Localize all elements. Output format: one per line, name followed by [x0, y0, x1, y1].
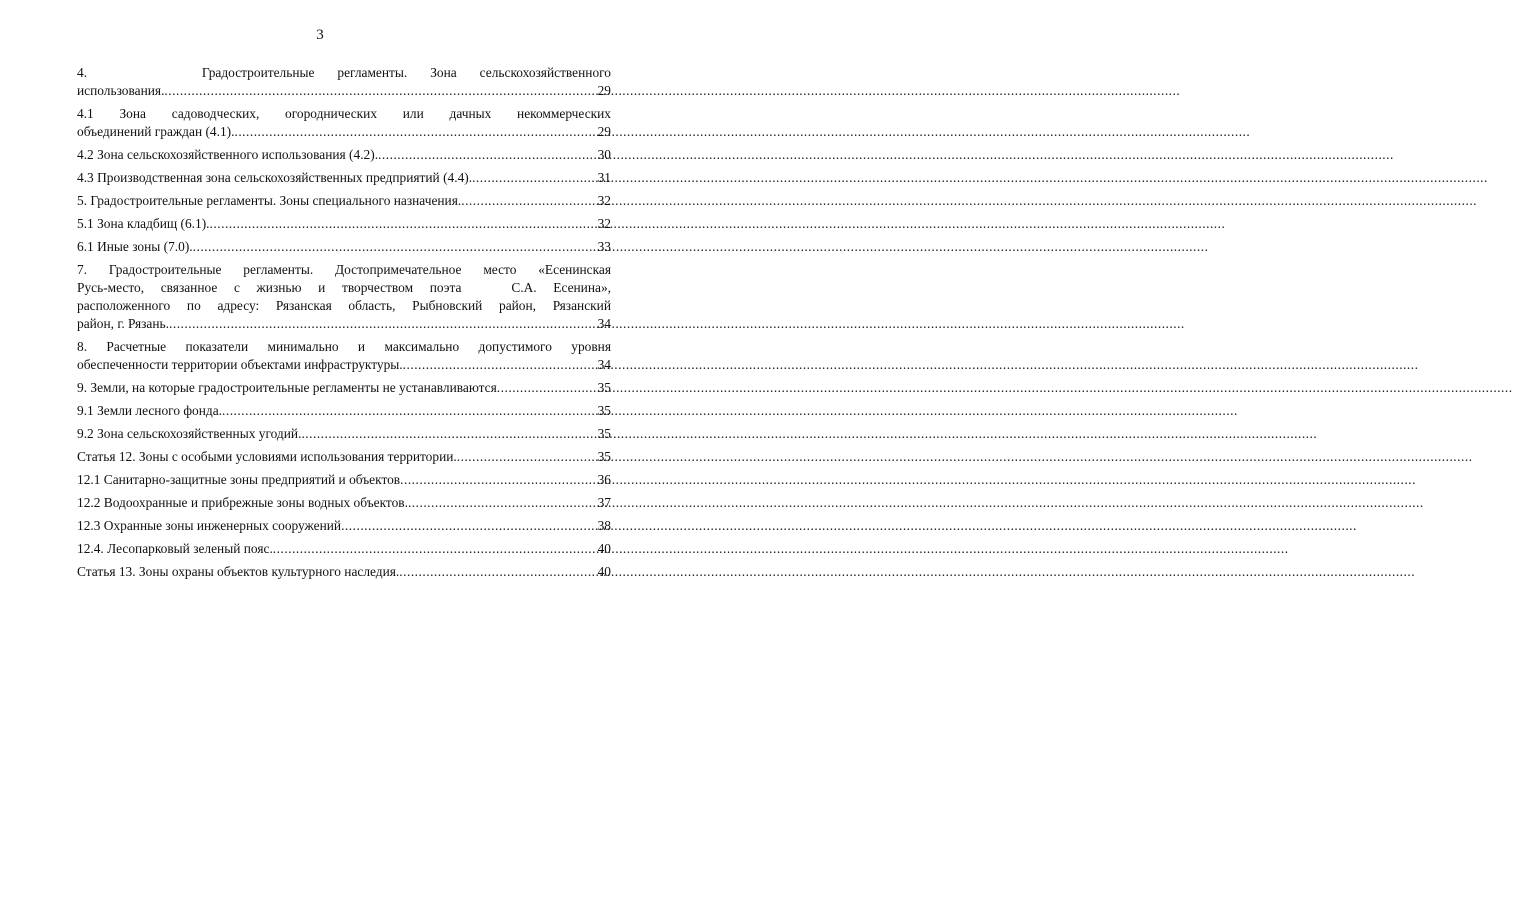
- toc-entry-title: обеспеченности территории объектами инфраструктуры.: [77, 357, 403, 372]
- toc-entry: [77, 425, 611, 443]
- toc-entry: [77, 338, 611, 374]
- dot-leader: [341, 517, 597, 535]
- toc-entry-title: Статья 12. Зоны с особыми условиями использования территории.: [77, 449, 457, 464]
- dot-leader: [234, 123, 596, 141]
- toc-entry-final-line: [77, 448, 611, 466]
- toc-entry: [77, 238, 611, 256]
- toc-entry-final-line: [77, 517, 611, 535]
- dot-leader: [472, 169, 597, 187]
- toc-entry: [77, 261, 611, 333]
- toc-entry-page-number: 29: [597, 124, 611, 139]
- toc-entry-page-number: 34: [597, 316, 611, 331]
- toc-entry-page-number: 35: [597, 380, 611, 395]
- toc-entry: [77, 402, 611, 420]
- toc-entry: [77, 64, 611, 100]
- toc-entry-page-number: 38: [597, 518, 611, 533]
- toc-entry-title: использования.: [77, 83, 165, 98]
- toc-entry-page-number: 37: [597, 495, 611, 510]
- dot-leader: [169, 315, 597, 333]
- toc-entry-page-number: 35: [597, 426, 611, 441]
- toc-entry: [77, 563, 611, 581]
- toc-entry-page-number: 32: [597, 193, 611, 208]
- dot-leader: [497, 379, 597, 397]
- toc-entry-line: 4.1 Зона садоводческих, огороднических или дачных некоммерческих: [77, 106, 611, 121]
- toc-entry-title: 12.1 Санитарно-защитные зоны предприятий и объектов: [77, 472, 401, 487]
- toc-entry-final-line: [77, 82, 611, 100]
- toc-entry-final-line: [77, 425, 611, 443]
- toc-entry-final-line: [77, 169, 611, 187]
- toc-entry: [77, 517, 611, 535]
- toc-entry-title: объединений граждан (4.1).: [77, 124, 235, 139]
- toc-entry-line: расположенного по адресу: Рязанская область, Рыбновский район, Рязанский: [77, 298, 611, 313]
- toc-entry: [77, 540, 611, 558]
- dot-leader: [457, 448, 597, 466]
- toc-entry-title: район, г. Рязань.: [77, 316, 169, 331]
- toc-entry-title: 9.1 Земли лесного фонда.: [77, 403, 223, 418]
- dot-leader: [273, 540, 597, 558]
- toc-entry-page-number: 31: [597, 170, 611, 185]
- toc-entry-final-line: [77, 471, 611, 489]
- toc-entry-final-line: [77, 192, 611, 210]
- toc-entry: [77, 379, 611, 397]
- toc-entry-page-number: 36: [597, 472, 611, 487]
- dot-leader: [164, 82, 596, 100]
- toc-entry-final-line: [77, 494, 611, 512]
- toc-entry: [77, 215, 611, 233]
- toc-entry-title: 6.1 Иные зоны (7.0).: [77, 239, 193, 254]
- toc-entry-title: 12.4. Лесопарковый зеленый пояс.: [77, 541, 273, 556]
- dot-leader: [399, 563, 596, 581]
- toc-entry-page-number: 40: [597, 564, 611, 579]
- toc-entry: [77, 448, 611, 466]
- toc-entry-page-number: 40: [597, 541, 611, 556]
- toc-entry-line: 4. Градостроительные регламенты. Зона сельскохозяйственного: [77, 65, 611, 80]
- toc-entry: [77, 471, 611, 489]
- page-number: 3: [316, 27, 324, 43]
- toc-entry-title: Статья 13. Зоны охраны объектов культурного наследия.: [77, 564, 400, 579]
- toc-entry-title: 4.2 Зона сельскохозяйственного использования (4.2).: [77, 147, 379, 162]
- table-of-contents: [77, 64, 611, 586]
- toc-entry-page-number: 35: [597, 449, 611, 464]
- toc-entry-title: 9.2 Зона сельскохозяйственных угодий.: [77, 426, 302, 441]
- toc-entry-page-number: 29: [597, 83, 611, 98]
- dot-leader: [210, 215, 597, 233]
- toc-entry-final-line: [77, 238, 611, 256]
- dot-leader: [461, 192, 596, 210]
- toc-entry-line: Русь-место, связанное с жизнью и творчеством поэта С.А. Есенина»,: [77, 280, 611, 295]
- toc-entry-title: 12.3 Охранные зоны инженерных сооружений: [77, 518, 342, 533]
- toc-entry-title: 4.3 Производственная зона сельскохозяйственных предприятий (4.4).: [77, 170, 473, 185]
- toc-entry-line: 7. Градостроительные регламенты. Достопримечательное место «Есенинская: [77, 262, 611, 277]
- toc-entry-final-line: [77, 563, 611, 581]
- toc-entry-page-number: 34: [597, 357, 611, 372]
- toc-entry-final-line: [77, 215, 611, 233]
- dot-leader: [408, 494, 597, 512]
- toc-entry: [77, 169, 611, 187]
- toc-entry-final-line: [77, 379, 611, 397]
- toc-entry-final-line: [77, 123, 611, 141]
- toc-entry-final-line: [77, 402, 611, 420]
- toc-entry-page-number: 32: [597, 216, 611, 231]
- dot-leader: [378, 146, 597, 164]
- toc-entry-page-number: 30: [597, 147, 611, 162]
- toc-entry: [77, 494, 611, 512]
- toc-entry: [77, 192, 611, 210]
- toc-entry-final-line: [77, 356, 611, 374]
- dot-leader: [400, 471, 596, 489]
- toc-entry-final-line: [77, 540, 611, 558]
- toc-entry-title: 9. Земли, на которые градостроительные регламенты не устанавливаются: [77, 380, 497, 395]
- toc-entry-line: 8. Расчетные показатели минимально и максимально допустимого уровня: [77, 339, 611, 354]
- dot-leader: [222, 402, 597, 420]
- toc-entry: [77, 105, 611, 141]
- toc-entry: [77, 146, 611, 164]
- dot-leader: [193, 238, 597, 256]
- toc-entry-page-number: 35: [597, 403, 611, 418]
- dot-leader: [403, 356, 597, 374]
- toc-entry-title: 5. Градостроительные регламенты. Зоны специального назначения.: [77, 193, 462, 208]
- toc-entry-page-number: 33: [597, 239, 611, 254]
- toc-entry-final-line: [77, 146, 611, 164]
- toc-entry-title: 5.1 Зона кладбищ (6.1).: [77, 216, 210, 231]
- dot-leader: [301, 425, 596, 443]
- toc-entry-final-line: [77, 315, 611, 333]
- toc-entry-title: 12.2 Водоохранные и прибрежные зоны водных объектов.: [77, 495, 408, 510]
